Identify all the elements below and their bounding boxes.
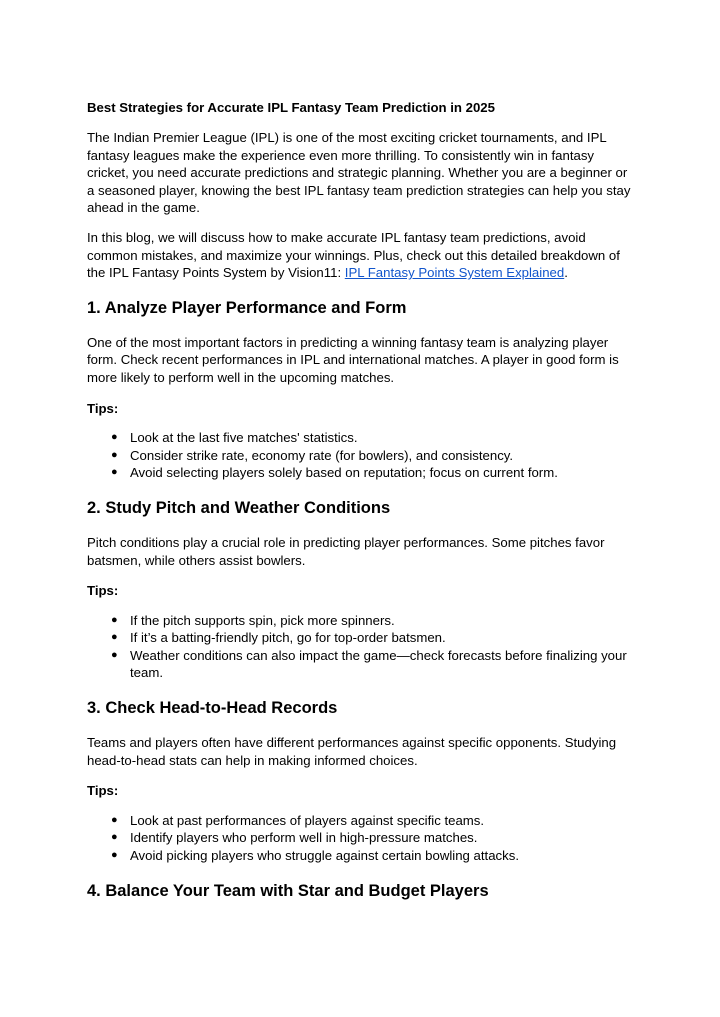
section-1-tips-list <box>87 429 635 482</box>
bullet-icon: ● <box>111 613 118 626</box>
intro-paragraph-2-text: In this blog, we will discuss how to make accurate IPL fantasy team predictions, avoid common mistakes, and maximize your winnings. Plus, check out this detailed breakdown of the IPL Fantasy Points System by Vision11: <box>87 229 620 281</box>
list-item-text: Identify players who perform well in high-pressure matches. <box>130 830 478 846</box>
section-3-tips-list <box>87 812 635 865</box>
list-item-text: If it’s a batting-friendly pitch, go for top-order batsmen. <box>130 630 446 646</box>
list-item <box>87 812 635 830</box>
section-4-heading: 4. Balance Your Team with Star and Budget Players <box>87 881 489 900</box>
document-page <box>87 99 635 901</box>
bullet-icon: ● <box>111 631 118 644</box>
section-3-body: Teams and players often have different performances against specific opponents. Studying head-to-head stats can help in making informed choices. <box>87 735 617 768</box>
intro-paragraph-1: The Indian Premier League (IPL) is one of the most exciting cricket tournaments, and IPL fantasy leagues make the experience even more thrilling. To consistently win in fantasy cricket, you need accurate predictions and strategic planning. Whether you are a beginner or a seasoned player, knowing the best IPL fantasy team prediction strategies can help you stay ahead in the game. <box>87 130 631 216</box>
intro-paragraph-2-end: . <box>564 265 568 281</box>
section-2-body: Pitch conditions play a crucial role in predicting player performances. Some pitches favor batsmen, while others assist bowlers. <box>87 534 605 568</box>
list-item-text: Weather conditions can also impact the game—check forecasts before finalizing your team. <box>130 647 627 681</box>
bullet-icon: ● <box>111 849 118 862</box>
section-3-tips-label: Tips: <box>87 783 119 799</box>
list-item-text: Avoid selecting players solely based on reputation; focus on current form. <box>130 465 558 481</box>
points-system-link[interactable]: IPL Fantasy Points System Explained <box>344 265 565 281</box>
list-item <box>87 464 635 482</box>
section-2-tips-label: Tips: <box>87 583 119 599</box>
list-item <box>87 829 635 847</box>
section-3-heading: 3. Check Head-to-Head Records <box>87 699 338 718</box>
list-item <box>87 647 635 682</box>
document-title: Best Strategies for Accurate IPL Fantasy Team Prediction in 2025 <box>87 100 495 115</box>
bullet-icon: ● <box>111 431 118 444</box>
list-item-text: Consider strike rate, economy rate (for bowlers), and consistency. <box>130 447 514 463</box>
bullet-icon: ● <box>111 831 118 844</box>
section-2-tips-list <box>87 612 635 682</box>
list-item <box>87 429 635 447</box>
bullet-icon: ● <box>111 466 118 479</box>
list-item <box>87 447 635 465</box>
section-1-heading: 1. Analyze Player Performance and Form <box>87 298 407 317</box>
list-item <box>87 612 635 630</box>
section-2-heading: 2. Study Pitch and Weather Conditions <box>87 498 391 517</box>
bullet-icon: ● <box>111 648 118 661</box>
intro-paragraph-2 <box>87 229 635 282</box>
bullet-icon: ● <box>111 813 118 826</box>
list-item <box>87 629 635 647</box>
section-1-tips-label: Tips: <box>87 400 119 416</box>
list-item-text: Avoid picking players who struggle against certain bowling attacks. <box>130 848 519 864</box>
list-item-text: Look at the last five matches' statistics. <box>130 430 358 446</box>
bullet-icon: ● <box>111 448 118 461</box>
list-item <box>87 847 635 865</box>
section-1-body: One of the most important factors in predicting a winning fantasy team is analyzing player form. Check recent performances in IPL and international matches. A player in good form is more likely to perform well in the upcoming matches. <box>87 334 619 385</box>
list-item-text: If the pitch supports spin, pick more spinners. <box>130 612 395 628</box>
list-item-text: Look at past performances of players against specific teams. <box>130 812 485 828</box>
